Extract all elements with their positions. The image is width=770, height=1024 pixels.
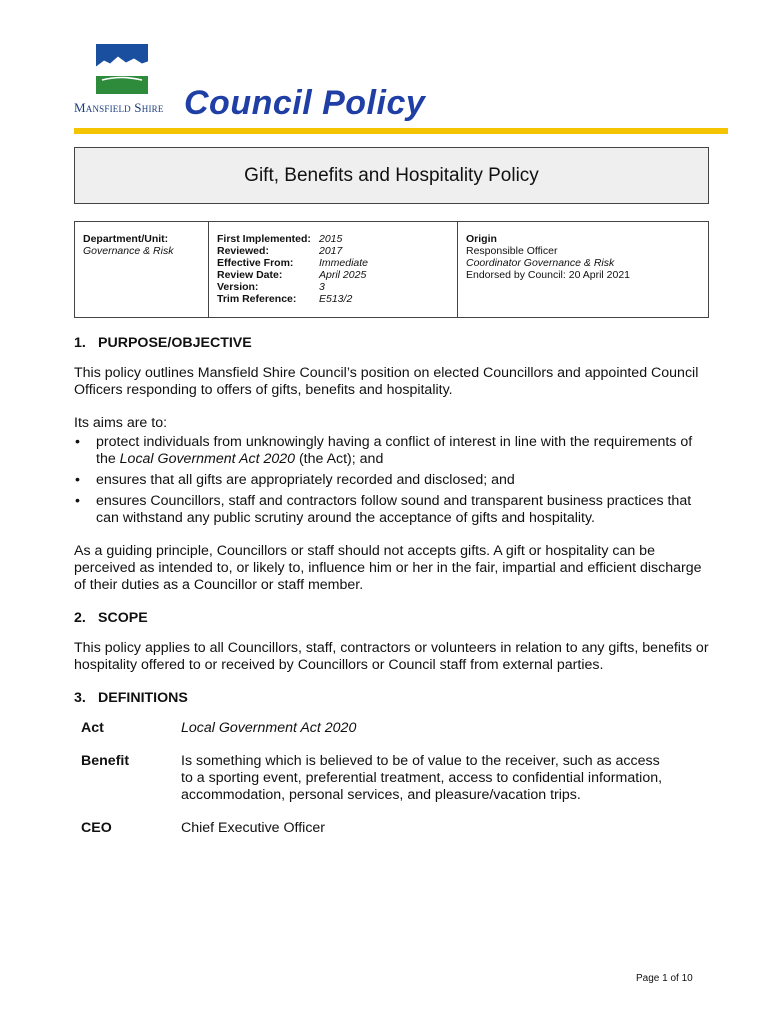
endorsed-by-council: Endorsed by Council: 20 April 2021 xyxy=(466,269,631,281)
purpose-intro: This policy outlines Mansfield Shire Council’s position on elected Councillors and appointed Council Officers responding to offers of gifts, benefits and hospitality. xyxy=(74,365,699,398)
aims-list xyxy=(74,434,714,527)
version-row xyxy=(217,281,449,293)
aim-text: protect individuals from unknowingly having a conflict of interest in line with the requirements of the xyxy=(96,434,693,467)
list-item xyxy=(74,434,714,468)
reviewed-row xyxy=(217,245,449,257)
act-reference: Local Government Act 2020 xyxy=(119,451,296,467)
responsible-officer-value: Coordinator Governance & Risk xyxy=(466,257,615,269)
document-type-heading: Council Policy xyxy=(184,84,426,122)
department-label: Department/Unit: xyxy=(83,233,169,245)
section-number: 1. xyxy=(74,335,86,351)
department-cell xyxy=(75,222,209,317)
policy-body xyxy=(74,335,714,853)
header-divider xyxy=(74,128,728,134)
definition-meaning: Local Government Act 2020 xyxy=(181,720,357,736)
origin-label: Origin xyxy=(466,233,497,245)
mansfield-shire-logo xyxy=(74,44,174,118)
first-implemented-value: 2015 xyxy=(319,233,343,245)
definition-term: Act xyxy=(81,720,104,736)
policy-info-table xyxy=(74,221,709,318)
first-implemented-row xyxy=(217,233,449,245)
definition-term: CEO xyxy=(81,820,112,836)
section-heading-definitions xyxy=(74,690,714,707)
version-value: 3 xyxy=(319,281,325,293)
reviewed-value: 2017 xyxy=(319,245,343,257)
trim-reference-value: E513/2 xyxy=(319,293,353,305)
organisation-name: Mansfield Shire xyxy=(74,100,164,115)
aims-label: Its aims are to: xyxy=(74,415,168,431)
guiding-principle: As a guiding principle, Councillors or staff should not accepts gifts. A gift or hospitality can be perceived as intended to, or likely to, influence him or her in the fair, impartial and efficient discharge of their duties as a Councillor or staff member. xyxy=(74,543,702,593)
definition-meaning: Is something which is believed to be of value to the receiver, such as access to a sporting event, preferential treatment, access to confidential information, accommodation, personal services, and pleasure/vacation trips. xyxy=(181,753,663,803)
section-title: DEFINITIONS xyxy=(98,690,188,706)
trim-reference-row xyxy=(217,293,449,305)
page-number: Page 1 of 10 xyxy=(636,973,693,984)
scope-text: This policy applies to all Councillors, staff, contractors or volunteers in relation to any gifts, benefits or hospitality offered to or received by Councillors or Council staff from external parties. xyxy=(74,640,709,673)
review-date-label: Review Date: xyxy=(217,269,283,281)
definition-term: Benefit xyxy=(81,753,130,769)
section-heading-purpose xyxy=(74,335,714,352)
first-implemented-label: First Implemented: xyxy=(217,233,311,245)
version-label: Version: xyxy=(217,281,259,293)
effective-from-label: Effective From: xyxy=(217,257,294,269)
trim-reference-label: Trim Reference: xyxy=(217,293,297,305)
definitions-list xyxy=(74,720,714,837)
definition-row xyxy=(74,720,714,737)
effective-from-row xyxy=(217,257,449,269)
section-title: SCOPE xyxy=(98,610,148,626)
aim-text: (the Act); and xyxy=(295,451,384,467)
definition-meaning: Chief Executive Officer xyxy=(181,820,326,836)
section-number: 3. xyxy=(74,690,86,706)
policy-title: Gift, Benefits and Hospitality Policy xyxy=(74,147,709,204)
effective-from-value: Immediate xyxy=(319,257,369,269)
section-number: 2. xyxy=(74,610,86,626)
definition-row xyxy=(74,753,714,804)
section-title: PURPOSE/OBJECTIVE xyxy=(98,335,252,351)
review-date-value: April 2025 xyxy=(319,269,367,281)
definition-row xyxy=(74,820,714,837)
origin-cell xyxy=(458,222,708,317)
list-item: • ensures Councillors, staff and contractors follow sound and transparent business practices that can withstand any public scrutiny around the acceptance of gifts and hospitality. xyxy=(74,493,714,527)
mountain-logo-icon xyxy=(96,44,148,94)
list-item: • ensures that all gifts are appropriately recorded and disclosed; and xyxy=(74,472,714,489)
department-value: Governance & Risk xyxy=(83,245,174,257)
section-heading-scope xyxy=(74,610,714,627)
reviewed-label: Reviewed: xyxy=(217,245,269,257)
review-date-row xyxy=(217,269,449,281)
responsible-officer-label: Responsible Officer xyxy=(466,245,558,257)
dates-cell xyxy=(209,222,458,317)
